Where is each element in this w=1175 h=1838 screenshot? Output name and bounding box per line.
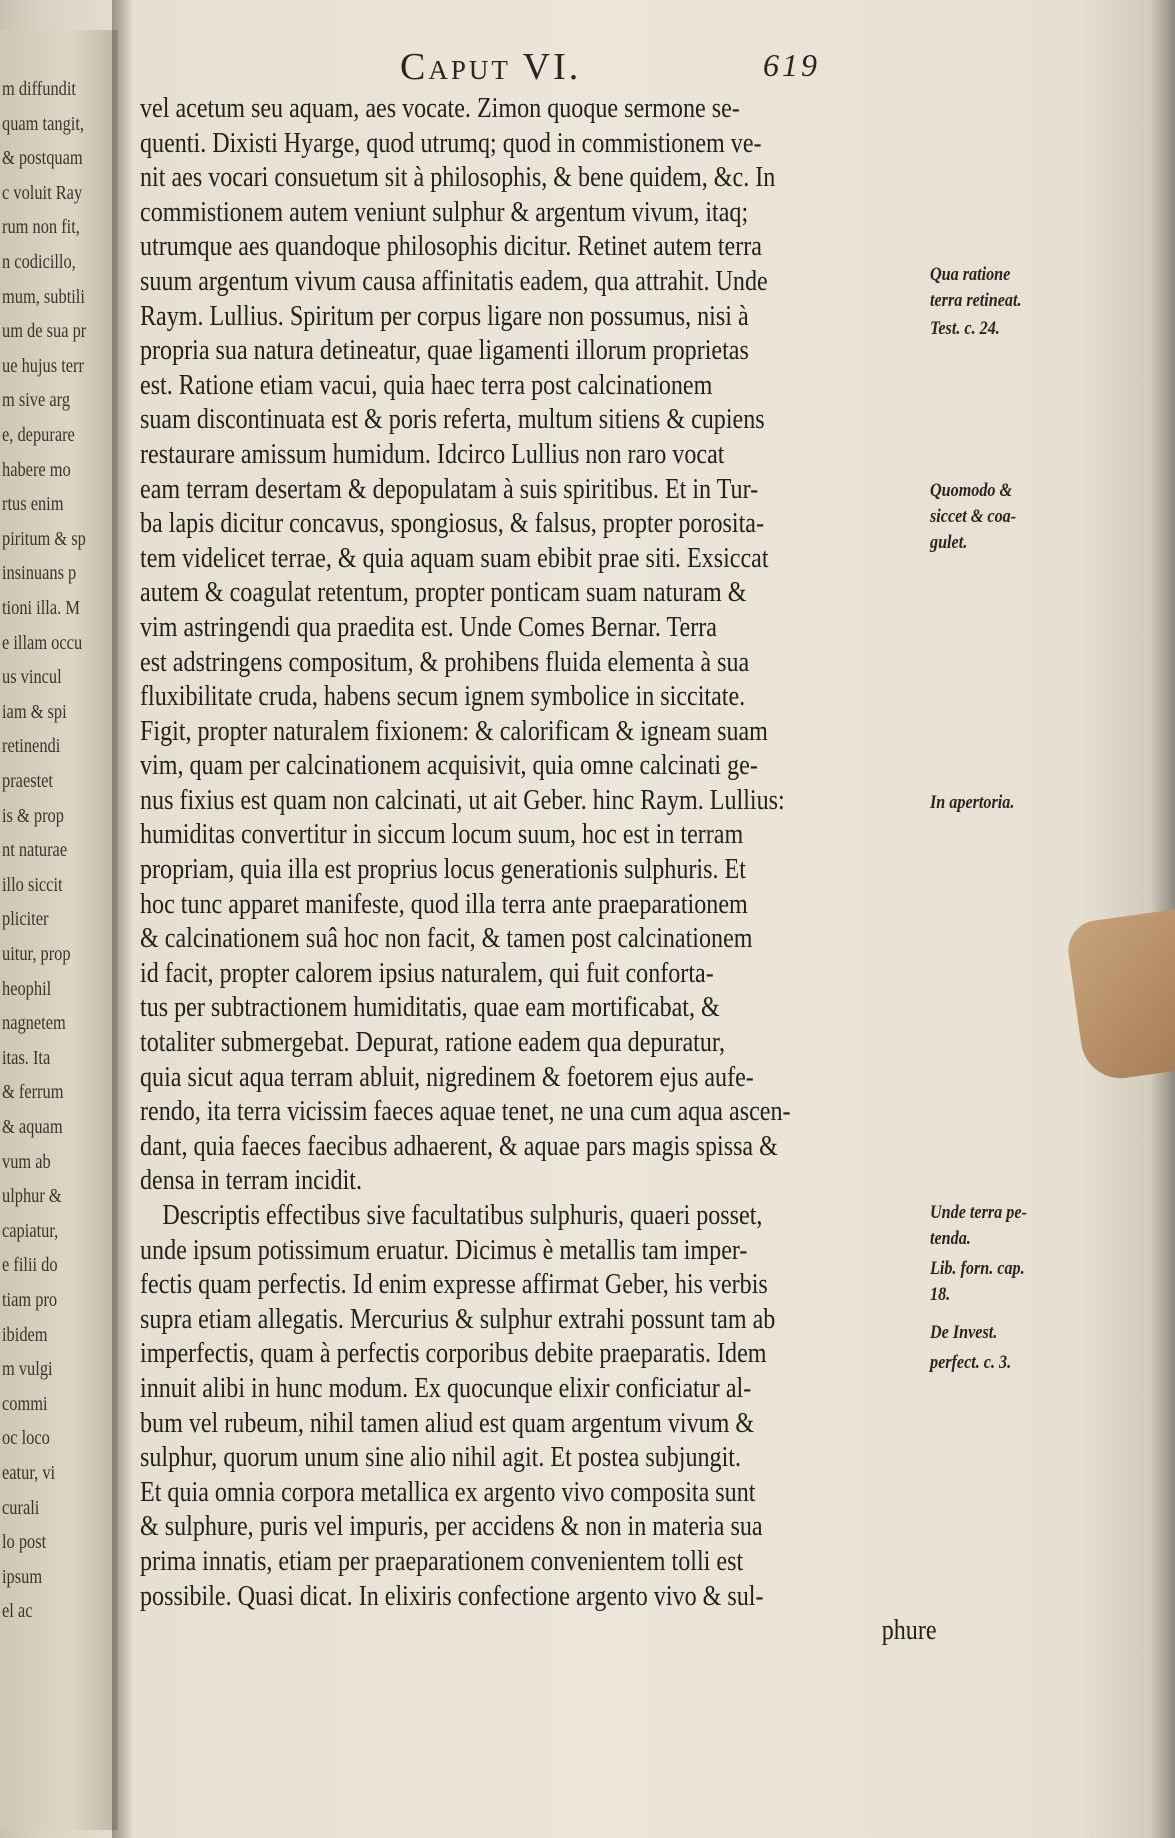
text-line: eam terram desertam & depopulatam à suis spiritibus. Et in Tur- [140,473,759,505]
text-line: totaliter submergebat. Depurat, ratione eadem qua depuratur, [140,1027,725,1059]
facing-page-fragment: rum non fit, [2,216,80,239]
facing-page-fragment: ue hujus terr [2,354,84,377]
marginal-note: De Invest. [930,1322,998,1343]
text-line: vel acetum seu aquam, aes vocate. Zimon quoque sermone se- [140,93,740,124]
text-line: Figit, propter naturalem fixionem: & calorificam & igneam suam [140,715,768,747]
marginal-note: gulet. [930,532,968,553]
text-line: unde ipsum potissimum eruatur. Dicimus è metallis tam imper- [140,1234,748,1266]
facing-page-fragment: illo siccit [2,873,63,896]
text-line: prima innatis, etiam per praeparationem convenientem tolli est [140,1545,744,1577]
text-line: est adstringens compositum, & prohibens fluida elementa à sua [140,646,750,678]
book-gutter [112,0,134,1838]
text-line: quia sicut aqua terram abluit, nigredinem & foetorem ejus aufe- [140,1061,754,1093]
text-line: est. Ratione etiam vacui, quia haec terra post calcinationem [140,369,713,401]
text-line: propria sua natura detineatur, quae ligamenti illorum proprietas [140,335,749,367]
facing-page-fragment: us vincul [2,666,62,689]
page-number: 619 [763,47,820,83]
text-line: sulphur, quorum unum sine alio nihil agit. Et postea subjungit. [140,1442,741,1474]
marginal-note: Qua ratione [930,264,1011,285]
facing-page-fragment: m vulgi [2,1358,53,1381]
catchword: phure [881,1615,937,1647]
text-line: fluxibilitate cruda, habens secum ignem symbolice in siccitate. [140,681,746,713]
marginal-note: In apertoria. [930,792,1015,813]
text-line: quenti. Dixisti Hyarge, quod utrumq; quod in commistionem ve- [140,127,762,159]
body-text [140,92,940,1649]
facing-page-fragment: um de sua pr [2,320,87,343]
text-line: rendo, ita terra vicissim faeces aquae tenet, ne una cum aqua ascen- [140,1096,791,1128]
marginal-note: Quomodo & [930,480,1013,501]
text-line: innuit alibi in hunc modum. Ex quocunque elixir conficiatur al- [140,1372,752,1404]
facing-page-fragment: vum ab [2,1150,51,1173]
text-line: commistionem autem veniunt sulphur & argentum vivum, itaq; [140,196,749,228]
facing-page-fragment: curali [2,1496,40,1519]
text-line: vim astringendi qua praedita est. Unde Comes Bernar. Terra [140,611,717,643]
facing-page-fragment: e, depurare [2,424,75,446]
marginal-note: 18. [930,1284,951,1305]
facing-page-fragment: ibidem [2,1323,48,1346]
facing-page-fragment: e filii do [2,1254,58,1277]
marginal-note: Test. c. 24. [930,318,1000,339]
facing-page-fragment: nt naturae [2,839,68,862]
text-line: hoc tunc apparet manifeste, quod illa terra ante praeparationem [140,888,748,920]
facing-page-fragment: tioni illa. M [2,597,80,619]
facing-page-fragment: uitur, prop [2,943,71,965]
facing-page-fragment: capiatur, [2,1219,59,1242]
text-line: tem videlicet terrae, & quia aquam suam ebibit prae siti. Exsiccat [140,542,769,574]
facing-page-fragment: e illam occu [2,631,83,654]
running-head [400,45,820,91]
facing-page-fragment: eatur, vi [2,1462,56,1484]
facing-page-fragment: nagnetem [2,1012,66,1035]
facing-page-fragment: is & prop [2,804,64,827]
facing-page-fragment: insinuans p [2,562,77,585]
text-line: restaurare amissum humidum. Idcirco Lullius non raro vocat [140,438,725,470]
marginal-note: siccet & coa- [930,506,1017,527]
facing-page-fragment: quam tangit, [2,112,84,135]
facing-page-fragment: itas. Ita [2,1046,51,1069]
text-line: & calcinationem suâ hoc non facit, & tamen post calcinationem [140,923,753,955]
facing-page-fragment: el ac [2,1600,33,1623]
facing-page-fragment: tiam pro [2,1289,58,1311]
facing-page-fragment: habere mo [2,458,71,481]
text-line: Descriptis effectibus sive facultatibus sulphuris, quaeri posset, [162,1200,763,1231]
facing-page-fragment: oc loco [2,1427,50,1450]
marginal-note: Unde terra pe- [930,1202,1027,1223]
facing-page-edge [0,30,118,1830]
text-line: & sulphure, puris vel impuris, per accidens & non in materia sua [140,1511,763,1543]
marginal-note: tenda. [930,1228,971,1249]
text-line: dant, quia faeces faecibus adhaerent, & aquae pars magis spissa & [140,1130,778,1162]
text-line: ba lapis dicitur concavus, spongiosus, & falsus, propter porosita- [140,508,764,540]
facing-page-fragment: & ferrum [2,1081,64,1104]
facing-page-fragment: commi [2,1392,48,1415]
text-line: suam discontinuata est & poris referta, multum sitiens & cupiens [140,404,765,436]
facing-page-fragment: praestet [2,770,53,792]
marginal-note: terra retineat. [930,290,1022,311]
text-line: supra etiam allegatis. Mercurius & sulphur extrahi possunt tam ab [140,1303,776,1335]
facing-page-fragment: rtus enim [2,493,64,516]
text-line: densa in terram incidit. [140,1165,363,1197]
bookmark-strip [1064,907,1175,1084]
text-line: autem & coagulat retentum, propter ponticam suam naturam & [140,577,747,609]
text-line: tus per subtractionem humiditatis, quae eam mortificabat, & [140,992,720,1024]
text-line: imperfectis, quam à perfectis corporibus debite praeparatis. Idem [140,1338,767,1370]
facing-page-fragment: lo post [2,1531,47,1554]
marginal-note: Lib. forn. cap. [930,1258,1025,1279]
chapter-title: Caput VI. [400,46,582,88]
facing-page-fragment: & postquam [2,147,83,170]
text-line: humiditas convertitur in siccum locum suum, hoc est in terram [140,819,744,851]
text-line: Et quia omnia corpora metallica ex argento vivo composita sunt [140,1476,756,1508]
facing-page-fragment: n codicillo, [2,251,76,273]
facing-page-fragment: m sive arg [2,389,71,412]
text-line: possibile. Quasi dicat. In elixiris confectione argento vivo & sul- [140,1580,764,1612]
facing-page-fragment: mum, subtili [2,285,85,308]
facing-page-fragment: m diffundit [2,78,76,100]
facing-page-fragment: iam & spi [2,700,67,723]
facing-page-fragment: piritum & sp [2,527,86,550]
text-line: propriam, quia illa est proprius locus generationis sulphuris. Et [140,854,746,886]
facing-page-fragment: & aquam [2,1116,63,1138]
text-line: id facit, propter calorem ipsius naturalem, qui fuit conforta- [140,957,714,989]
marginal-note: perfect. c. 3. [930,1352,1012,1373]
text-line: nus fixius est quam non calcinati, ut ait Geber. hinc Raym. Lullius: [140,784,785,816]
facing-page-fragment: retinendi [2,735,61,758]
text-line: utrumque aes quandoque philosophis dicitur. Retinet autem terra [140,231,762,263]
facing-page-fragment: c voluit Ray [2,181,83,204]
text-line: Raym. Lullius. Spiritum per corpus ligare non possumus, nisi à [140,300,749,332]
text-line: vim, quam per calcinationem acquisivit, quia omne calcinati ge- [140,750,758,782]
text-line: bum vel rubeum, nihil tamen aliud est quam argentum vivum & [140,1407,755,1439]
facing-page-fragment: ulphur & [2,1185,62,1208]
text-line: nit aes vocari consuetum sit à philosophis, & bene quidem, &c. In [140,162,776,194]
text-line: suum argentum vivum causa affinitatis eadem, qua attrahit. Unde [140,265,768,297]
facing-page-fragment: pliciter [2,908,49,931]
facing-page-fragment: heophil [2,977,52,1000]
text-line: fectis quam perfectis. Id enim expresse affirmat Geber, his verbis [140,1269,768,1301]
facing-page-fragment: ipsum [2,1565,43,1588]
